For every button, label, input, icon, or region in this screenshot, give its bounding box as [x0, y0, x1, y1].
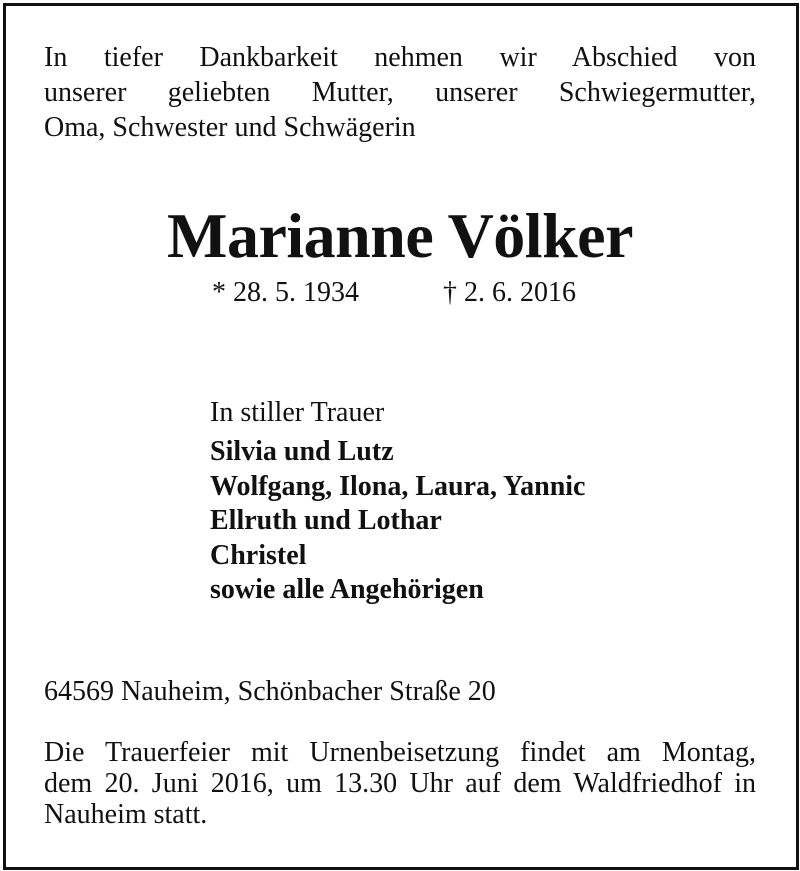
mourners-block: [210, 396, 585, 608]
intro-line: Oma, Schwester und Schwägerin: [44, 112, 416, 143]
mourner-address: 64569 Nauheim, Schönbacher Straße 20: [44, 676, 496, 707]
family-member: Ellruth und Lothar: [210, 505, 442, 536]
service-line: Nauheim statt.: [44, 799, 208, 830]
family-member: Christel: [210, 539, 307, 571]
service-line: dem 20. Juni 2016, um 13.30 Uhr auf dem Waldfriedhof in: [44, 768, 756, 799]
mourning-heading: In stiller Trauer: [210, 397, 385, 428]
service-line: Die Trauerfeier mit Urnenbeisetzung findet am Montag,: [44, 737, 756, 768]
death-date: † 2. 6. 2016: [443, 277, 576, 308]
family-member: Silvia und Lutz: [210, 436, 394, 467]
birth-date: * 28. 5. 1934: [212, 277, 359, 308]
funeral-service-text: [44, 737, 756, 830]
intro-line: In tiefer Dankbarkeit nehmen wir Abschied von: [44, 42, 756, 73]
intro-line: unserer geliebten Mutter, unserer Schwiegermutter,: [44, 77, 756, 108]
family-member: Wolfgang, Ilona, Laura, Yannic: [210, 470, 586, 502]
deceased-name: Marianne Völker: [167, 200, 633, 271]
family-member: sowie alle Angehörigen: [210, 574, 484, 605]
intro-text: [44, 40, 756, 145]
